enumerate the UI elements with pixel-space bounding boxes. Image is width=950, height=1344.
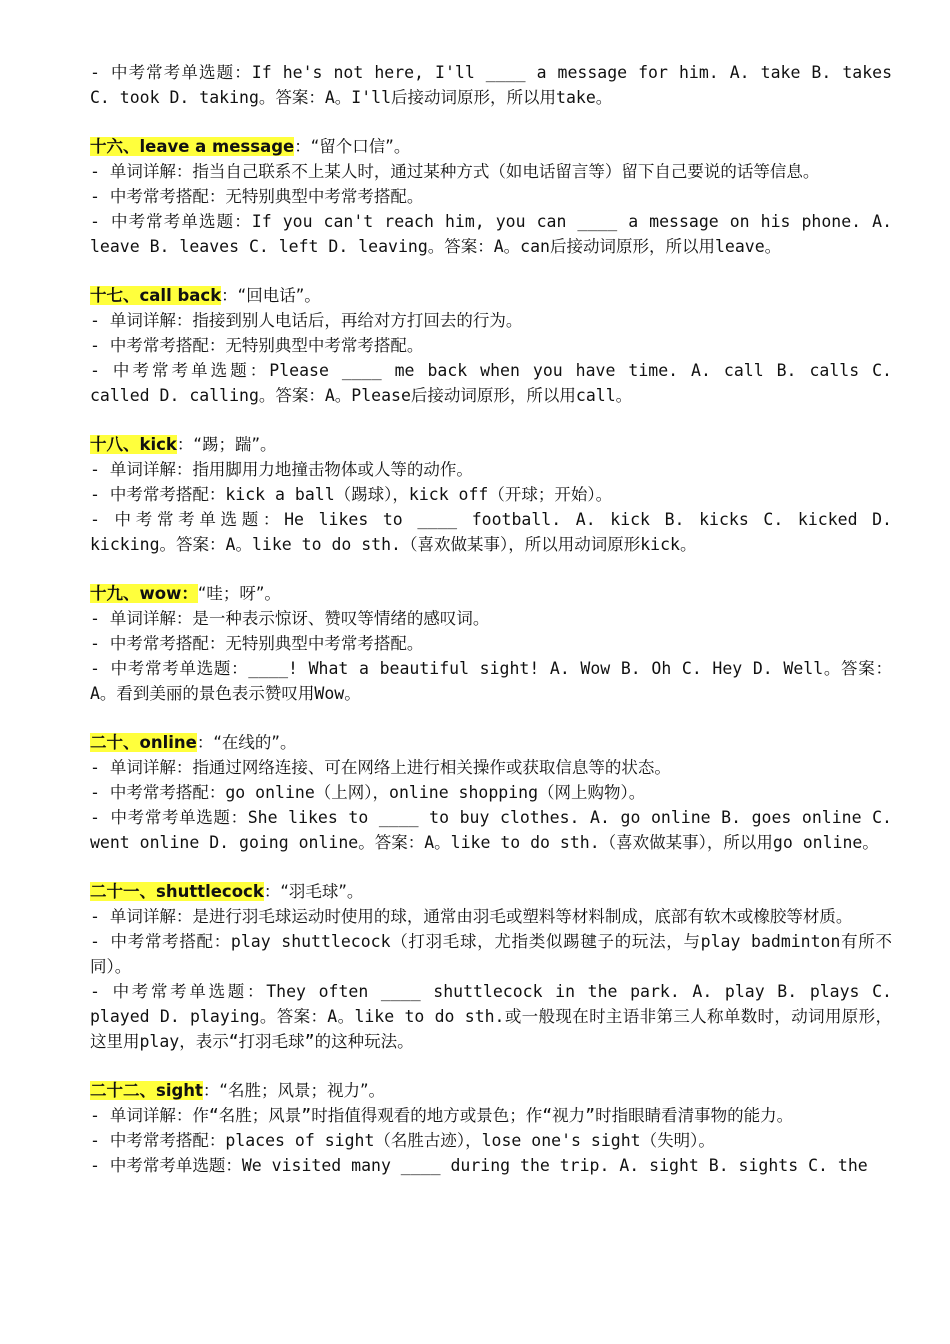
entry-question: - 中考常考单选题：If you can't reach him, you can ____ a message on his phone. A. leave B. leaves C. left D. leaving。答案：A。can后接动词原形，所以用leave。 [90, 212, 892, 256]
entry-term-highlight: 二十二、sight [90, 1081, 203, 1100]
entry-detail: - 单词详解：是进行羽毛球运动时使用的球，通常由羽毛或塑料等材料制成，底部有软木或橡胶等材质。 [90, 907, 853, 926]
entry-heading [90, 283, 892, 308]
entry-question: - 中考常考单选题：He likes to ____ football. A. kick B. kicks C. kicked D. kicking。答案：A。like to do sth.（喜欢做某事），所以用动词原形kick。 [90, 510, 892, 554]
entry-meaning: ：“留个口信”。 [294, 137, 411, 156]
entry-heading [90, 1078, 892, 1103]
entry-heading [90, 134, 892, 159]
entry-meaning: ：“回电话”。 [221, 286, 321, 305]
entry-wow [90, 581, 892, 706]
entry-detail: - 单词详解：指通过网络连接、可在网络上进行相关操作或获取信息等的状态。 [90, 758, 671, 777]
entry-heading [90, 879, 892, 904]
entry-term-highlight: 十六、leave a message [90, 137, 295, 156]
entry-online [90, 730, 892, 855]
entry-collocation: - 中考常考搭配：play shuttlecock（打羽毛球，尤指类似踢毽子的玩法，与play badminton有所不同）。 [90, 932, 892, 976]
entry-sight [90, 1078, 892, 1178]
entry-question: - 中考常考单选题：____! What a beautiful sight! A. Wow B. Oh C. Hey D. Well。答案：A。看到美丽的景色表示赞叹用Wow。 [90, 659, 892, 703]
entry-meaning: ：“名胜；风景；视力”。 [202, 1081, 386, 1100]
entry-collocation: - 中考常考搭配：无特别典型中考常考搭配。 [90, 634, 424, 653]
entry-collocation: - 中考常考搭配：go online（上网），online shopping（网上购物）。 [90, 783, 646, 802]
entry-term-highlight: 十七、call back [90, 286, 222, 305]
entry-call-back [90, 283, 892, 408]
entry-term-highlight: 二十、online [90, 733, 197, 752]
entry-collocation: - 中考常考搭配：kick a ball（踢球），kick off（开球；开始）。 [90, 485, 613, 504]
entry-question: - 中考常考单选题：They often ____ shuttlecock in the park. A. play B. plays C. played D. playing。答案：A。like to do sth.或一般现在时主语非第三人称单数时，动词用原形，这里用play，表示“打羽毛球”的这种玩法。 [90, 982, 892, 1051]
entry-detail: - 单词详解：指当自己联系不上某人时，通过某种方式（如电话留言等）留下自己要说的话等信息。 [90, 162, 820, 181]
entry-meaning: “哇；呀”。 [197, 584, 281, 603]
entry-collocation: - 中考常考搭配：无特别典型中考常考搭配。 [90, 336, 424, 355]
entry-term-highlight: 二十一、shuttlecock [90, 882, 264, 901]
entry-heading [90, 581, 892, 606]
entry-question: - 中考常考单选题：We visited many ____ during the trip. A. sight B. sights C. the [90, 1156, 868, 1175]
entry-detail: - 单词详解：指接到别人电话后，再给对方打回去的行为。 [90, 311, 523, 330]
entry-heading [90, 730, 892, 755]
entry-collocation: - 中考常考搭配：places of sight（名胜古迹），lose one's sight（失明）。 [90, 1131, 715, 1150]
entry-detail: - 单词详解：作“名胜；风景”时指值得观看的地方或景色；作“视力”时指眼睛看清事物的能力。 [90, 1106, 794, 1125]
entry-collocation: - 中考常考搭配：无特别典型中考常考搭配。 [90, 187, 424, 206]
entry-heading [90, 432, 892, 457]
entry-shuttlecock [90, 879, 892, 1054]
entry-kick [90, 432, 892, 557]
intro-question: - 中考常考单选题：If he's not here, I'll ____ a message for him. A. take B. takes C. took D. taking。答案：A。I'll后接动词原形，所以用take。 [90, 63, 892, 107]
entry-question: - 中考常考单选题：Please ____ me back when you have time. A. call B. calls C. called D. calling。答案：A。Please后接动词原形，所以用call。 [90, 361, 892, 405]
entry-meaning: ：“在线的”。 [196, 733, 297, 752]
entry-leave-a-message [90, 134, 892, 259]
entry-meaning: ：“羽毛球”。 [263, 882, 364, 901]
entry-detail: - 单词详解：指用脚用力地撞击物体或人等的动作。 [90, 460, 473, 479]
entry-term-highlight: 十八、kick [90, 435, 177, 454]
entry-detail: - 单词详解：是一种表示惊讶、赞叹等情绪的感叹词。 [90, 609, 490, 628]
entry-term-highlight: 十九、wow： [90, 584, 198, 603]
entry-meaning: ：“踢；踹”。 [176, 435, 277, 454]
entry-question: - 中考常考单选题：She likes to ____ to buy clothes. A. go online B. goes online C. went online D. going online。答案：A。like to do sth.（喜欢做某事），所以用go online。 [90, 808, 892, 852]
